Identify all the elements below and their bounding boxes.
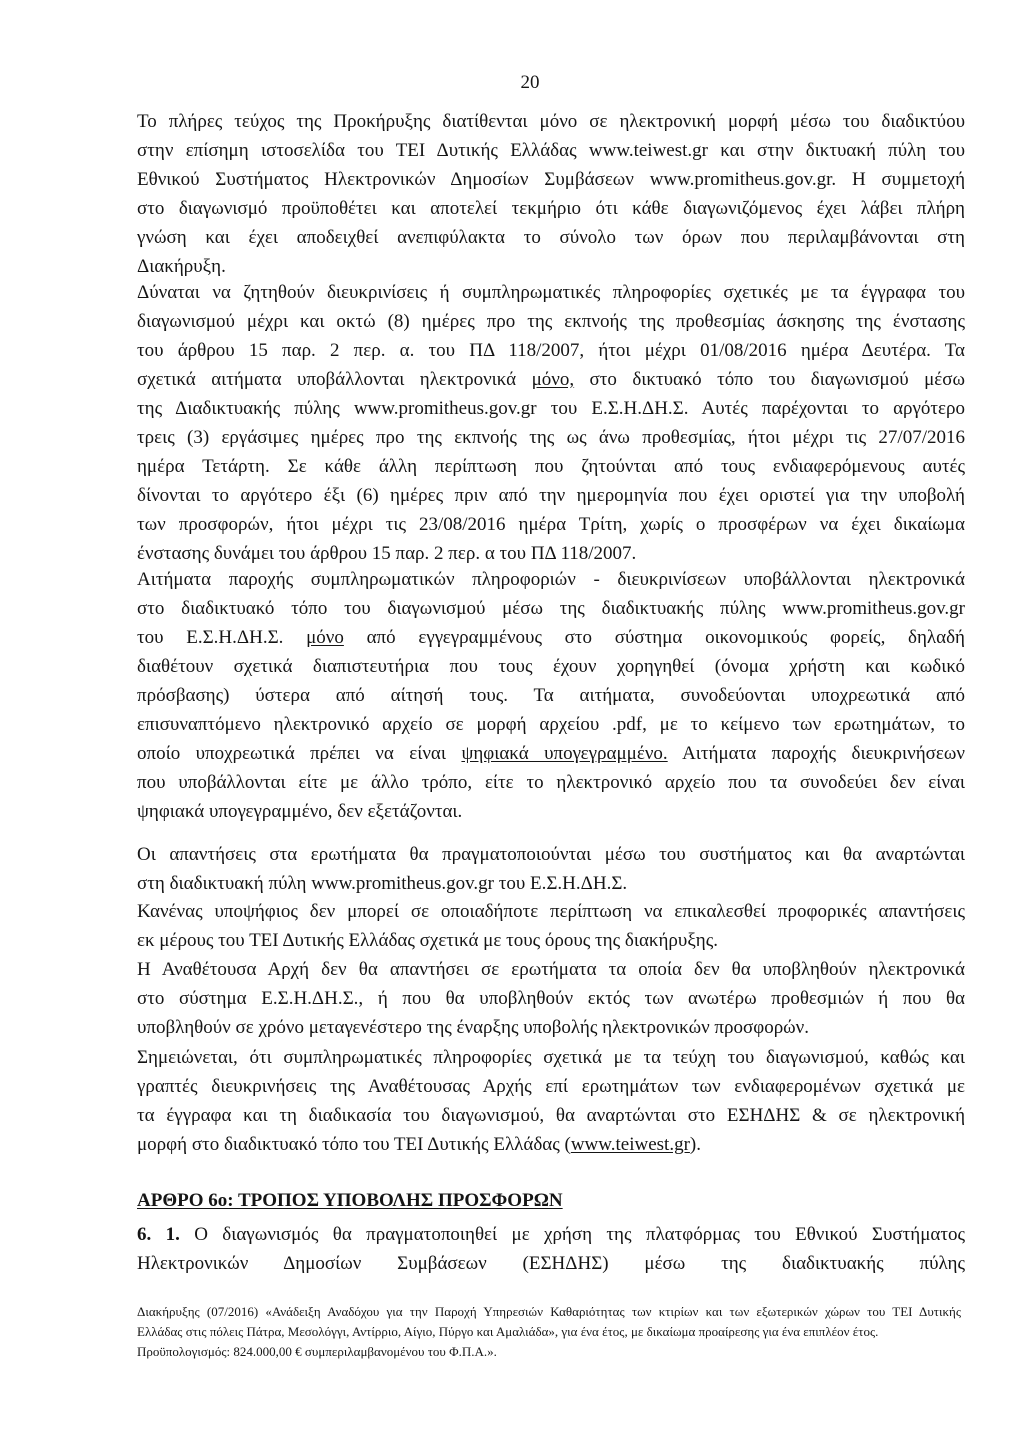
text-line: που υποβάλλονται είτε με άλλο τρόπο, είτε το ηλεκτρονικό αρχείο που τα συνοδεύει δεν είναι [137,772,965,793]
text-line: στο διαγωνισμό προϋποθέτει και αποτελεί τεκμήριο ότι κάθε διαγωνιζόμενος έχει λάβει πλήρη [137,198,965,219]
paragraph-electronic-questions-submission [137,565,965,826]
text-line: Το πλήρες τεύχος της Προκήρυξης διατίθενται μόνο σε ηλεκτρονική μορφή μέσω του διαδικτύου [137,111,965,132]
underlined-text: ψηφιακά υπογεγραμμένο. [461,743,668,764]
page-number: 20 [520,72,540,93]
text-line: Διακήρυξη. [137,256,226,277]
paragraph-unanswered-questions [137,955,965,1042]
text-line: επισυναπτόμενο ηλεκτρονικό αρχείο σε μορφή αρχείου .pdf, με το κείμενο των ερωτημάτων, το [137,714,965,735]
text-segment: Ο διαγωνισμός θα πραγματοποιηθεί με χρήση της πλατφόρμας του Εθνικού Συστήματος [179,1224,966,1245]
text-segment: οποίο υποχρεωτικά πρέπει να είναι [137,743,462,764]
text-line: Εθνικού Συστήματος Ηλεκτρονικών Δημοσίων Συμβάσεων www.promitheus.gov.gr. Η συμμετοχή [137,169,965,190]
paragraph-clarification-requests [137,278,965,568]
text-segment: μορφή στο διαδικτυακό τόπο του ΤΕΙ Δυτικής Ελλάδας ( [137,1134,571,1155]
text-segment: ). [689,1134,701,1155]
paragraph-tender-availability [137,107,965,281]
article-6-heading: ΑΡΘΡΟ 6ο: ΤΡΟΠΟΣ ΥΠΟΒΟΛΗΣ ΠΡΟΣΦΟΡΩΝ [137,1190,563,1211]
text-line: γραπτές διευκρινήσεις της Αναθέτουσας Αρχής επί ερωτημάτων των ενδιαφερομένων σχετικά με [137,1076,965,1097]
text-line: τα έγγραφα και τη διαδικασία του διαγωνισμού, θα αναρτώνται στο ΕΣΗΔΗΣ & σε ηλεκτρονική [137,1105,965,1126]
text-line: Η Αναθέτουσα Αρχή δεν θα απαντήσει σε ερωτήματα τα οποία δεν θα υποβληθούν ηλεκτρονικά [137,959,965,980]
text-line: στην επίσημη ιστοσελίδα του ΤΕΙ Δυτικής Ελλάδας www.teiwest.gr και στην δικτυακή πύλη του [137,140,965,161]
paragraph-additional-information [137,1043,965,1159]
text-line: διαγωνισμού μέχρι και οκτώ (8) ημέρες προ της εκπνοής της προθεσμίας άσκησης της ένστασης [137,311,965,332]
text-line: πρόσβασης) ύστερα από αίτησή τους. Τα αιτήματα, συνοδεύονται υποχρεωτικά από [137,685,965,706]
text-line: Διακήρυξης (07/2016) «Ανάδειξη Αναδόχου για την Παροχή Υπηρεσιών Καθαριότητας των κτιρίων και των εξωτερικών χώρων του ΤΕΙ Δυτικής [137,1304,961,1319]
underlined-text: www.teiwest.gr [570,1134,690,1155]
text-line: Ελλάδας στις πόλεις Πάτρα, Μεσολόγγι, Αντίρριο, Αίγιο, Πύργο και Αμαλιάδα», για ένα έτος, με δικαίωμα προαίρεσης για ένα επιπλέον έτος. [137,1324,879,1339]
text-line: Οι απαντήσεις στα ερωτήματα θα πραγματοποιούνται μέσω του συστήματος και θα αναρτώνται [137,844,965,865]
text-line: Σημειώνεται, ότι συμπληρωματικές πληροφορίες σχετικά με τα τεύχη του διαγωνισμού, καθώς και [137,1047,965,1068]
footer [137,1302,961,1362]
text-line: γνώση και έχει αποδειχθεί ανεπιφύλακτα το σύνολο των όρων που περιλαμβάνονται στη [137,227,965,248]
text-line [137,623,965,652]
text-line: της Διαδικτυακής πύλης www.promitheus.gov.gr του Ε.Σ.Η.ΔΗ.Σ. Αυτές παρέχονται το αργότερο [137,398,965,419]
underlined-text: μόνο [306,627,344,648]
text-line: Κανένας υποψήφιος δεν μπορεί σε οποιαδήποτε περίπτωση να επικαλεσθεί προφορικές απαντήσεις [137,901,965,922]
text-segment: από εγγεγραμμένους στο σύστημα οικονομικούς φορείς, δηλαδή [343,627,965,648]
paragraph-6-1 [137,1220,965,1278]
text-line: ψηφιακά υπογεγραμμένο, δεν εξετάζονται. [137,801,463,822]
text-line: στο σύστημα Ε.Σ.Η.ΔΗ.Σ., ή που θα υποβληθούν εκτός των ανωτέρω προθεσμιών ή που θα [137,988,965,1009]
text-line: Δύναται να ζητηθούν διευκρινίσεις ή συμπληρωματικές πληροφορίες σχετικές με τα έγγραφα του [137,282,965,303]
text-line: Ηλεκτρονικών Δημοσίων Συμβάσεων (ΕΣΗΔΗΣ) μέσω της διαδικτυακής πύλης [137,1253,965,1274]
bold-text: 6. 1. [137,1224,180,1245]
text-line: στο διαδικτυακό τόπο του διαγωνισμού μέσω της διαδικτυακής πύλης www.promitheus.gov.gr [137,598,965,619]
text-line: διαθέτουν σχετικά διαπιστευτήρια που τους έχουν χορηγηθεί (όνομα χρήστη και κωδικό [137,656,965,677]
text-line: του άρθρου 15 παρ. 2 περ. α. του ΠΔ 118/2007, ήτοι μέχρι 01/08/2016 ημέρα Δευτέρα. Τα [137,340,965,361]
text-line: ένστασης δυνάμει του άρθρου 15 παρ. 2 περ. α του ΠΔ 118/2007. [137,543,637,564]
text-line: Προϋπολογισμός: 824.000,00 € συμπεριλαμβανομένου του Φ.Π.Α.». [137,1344,497,1359]
text-line: τρεις (3) εργάσιμες ημέρες προ της εκπνοής της ως άνω προθεσμίας, ήτοι μέχρι τις 27/07/2016 [137,427,965,448]
text-line: εκ μέρους του ΤΕΙ Δυτικής Ελλάδας σχετικά με τους όρους της διακήρυξης. [137,930,718,951]
text-line: στη διαδικτυακή πύλη www.promitheus.gov.gr του Ε.Σ.Η.ΔΗ.Σ. [137,873,628,894]
text-line [137,1220,965,1249]
text-line [137,739,965,768]
text-line [137,365,965,394]
paragraph-answers-publication [137,840,965,898]
text-line: δίνονται το αργότερο έξι (6) ημέρες πριν από την ημερομηνία που έχει οριστεί για την υποβολή [137,485,965,506]
text-line [137,1130,965,1159]
text-line: ημέρα Τετάρτη. Σε κάθε άλλη περίπτωση που ζητούνται από τους ενδιαφερόμενους αυτές [137,456,965,477]
text-segment: σχετικά αιτήματα υποβάλλονται ηλεκτρονικά [137,369,532,390]
text-segment: Αιτήματα παροχής διευκρινήσεων [667,743,965,764]
text-segment: στο δικτυακό τόπο του διαγωνισμού μέσω [574,369,965,390]
underlined-text: μόνο, [531,369,575,390]
text-segment: του Ε.Σ.Η.ΔΗ.Σ. [137,627,307,648]
text-line: Αιτήματα παροχής συμπληρωματικών πληροφοριών - διευκρινίσεων υποβάλλονται ηλεκτρονικά [137,569,965,590]
text-line: των προσφορών, ήτοι μέχρι τις 23/08/2016 ημέρα Τρίτη, χωρίς ο προσφέρων να έχει δικαίωμα [137,514,965,535]
text-line: υποβληθούν σε χρόνο μεταγενέστερο της έναρξης υποβολής ηλεκτρονικών προσφορών. [137,1017,810,1038]
paragraph-no-oral-answers [137,897,965,955]
